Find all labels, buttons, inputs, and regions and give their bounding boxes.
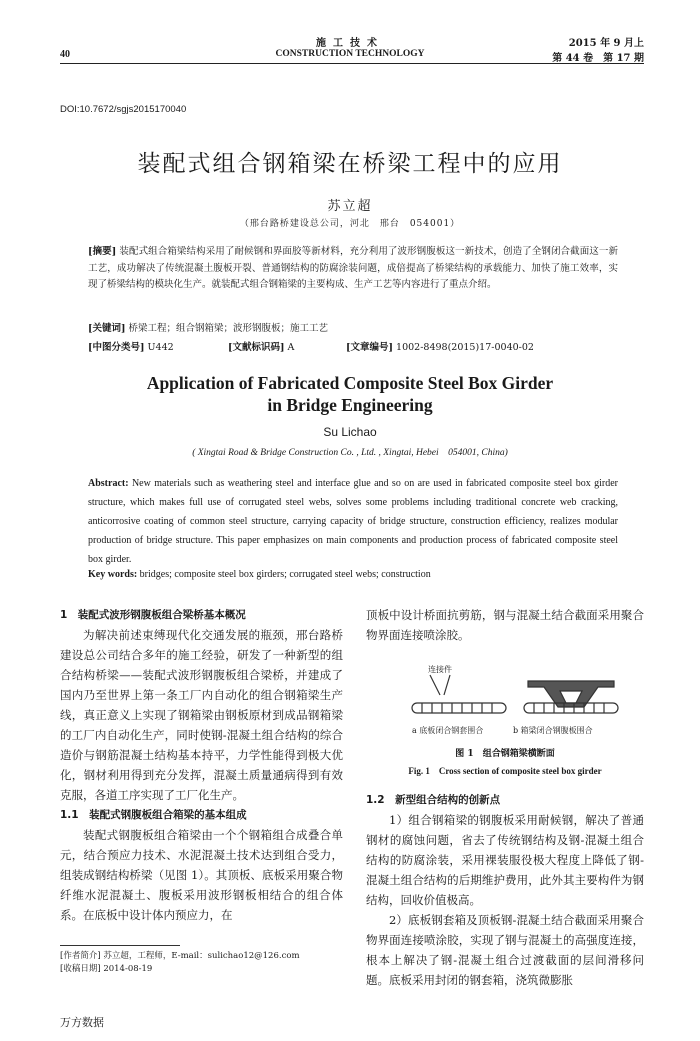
figure-label-b: b 箱梁闭合钢腹板围合 <box>513 726 593 735</box>
abstract-en-label: Abstract: <box>88 478 129 489</box>
section-1-2-heading: 1.2 新型组合结构的创新点 <box>366 794 501 806</box>
keywords-en-text: bridges; composite steel box girders; corrugated steel webs; construction <box>139 569 431 580</box>
section-1-heading: 1 装配式波形钢腹板组合梁桥基本概况 <box>60 609 246 621</box>
figure-label-connector: 连接件 <box>428 665 452 674</box>
figure-caption-en: Fig. 1 Cross section of composite steel box girder <box>408 766 602 776</box>
title-en-line1: Application of Fabricated Composite Steel Box Girder <box>146 373 554 393</box>
journal-name-cn: 施工技术 <box>316 38 384 49</box>
body-right-column-top <box>366 605 644 645</box>
author-en: Su Lichao <box>323 425 377 439</box>
classification-row <box>88 339 618 353</box>
figure-caption-cn: 图 1 组合钢箱梁横断面 <box>455 749 555 759</box>
keywords-cn <box>88 320 618 334</box>
journal-name-en: CONSTRUCTION TECHNOLOGY <box>275 49 425 59</box>
volume-issue: 第 44 卷 第 17 期 <box>552 53 644 64</box>
continued-paragraph: 顶板中设计桥面抗剪筋，钢与混凝土结合截面采用聚合物界面连接喷涂胶。 <box>366 608 644 642</box>
keywords-cn-text: 桥梁工程；组合钢箱梁；波形钢腹板；施工工艺 <box>128 323 329 334</box>
footnote <box>60 950 300 976</box>
keywords-en-label: Key words: <box>88 569 138 580</box>
clc-label: [中图分类号] <box>88 342 145 353</box>
issue-date: 2015 年 9 月上 <box>568 38 644 49</box>
section-1-paragraph: 为解决前述束缚现代化交通发展的瓶颈，邢台路桥建设总公司结合多年的施工经验，研发了一种新型的组合结构桥梁——装配式波形钢腹板组合梁桥，并建成了国内乃至世界上第一条工厂内自动化的组合钢箱梁生产线，真正意义上实现了钢箱梁由钢板原材到成品钢箱梁的工厂内自动化生产，同时使钢-混凝土组合结构的综合造价与钢筋混凝土结构基本持平，力学性能得到极大优化，钢材利用得到充分发挥，混凝土质量通病得到有效克服，各道工序实现了工厂化生产。 <box>60 628 343 802</box>
abstract-en <box>88 474 618 569</box>
bridge-cross-section-drawing <box>412 675 618 713</box>
innovation-point-2: 2）底板钢套箱及顶板钢-混凝土结合截面采用聚合物界面连接喷涂胶，实现了钢与混凝土的高强度连接，根本上解决了钢-混凝土组合过渡截面的层间滑移问题。底板采用封闭的钢套箱，浇筑微膨胀 <box>366 913 644 987</box>
keywords-en <box>88 569 618 580</box>
author-cn: 苏立超 <box>327 199 373 214</box>
article-no-label: [文章编号] <box>346 342 393 353</box>
doc-code-label: [文献标识码] <box>228 342 285 353</box>
abstract-en-text: New materials such as weathering steel and interface glue and so on are used in fabricated composite steel box girder structure, which makes full use of corrugated steel webs, solves some problems including traditional concrete web cracking, anticorrosive coating of common steel structure, carrying capacity of bridge structure, construction efficiency, realizes modular production of bridge structure. This paper emphasizes on main components and production process of fabricated composite steel box girder. <box>88 478 618 565</box>
received-date: [收稿日期] 2014-08-19 <box>60 964 153 974</box>
affiliation-en: ( Xingtai Road & Bridge Construction Co. , Ltd. , Xingtai, Hebei 054001, China) <box>192 448 508 458</box>
affiliation-cn: （邢台路桥建设总公司，河北 邢台 054001） <box>239 219 461 229</box>
page-number: 40 <box>60 49 70 60</box>
body-left-column <box>60 605 343 925</box>
abstract-cn-label: [摘要] <box>88 246 117 257</box>
innovation-point-1: 1）组合钢箱梁的钢腹板采用耐候钢，解决了普通钢材的腐蚀问题，省去了传统钢结构及钢-混凝土组合结构的防腐涂装，采用裸装服役极大程度上降低了钢-混凝土组合结构的后期维护费用，此外其主要构件为钢结构，回收价值极高。 <box>366 813 644 907</box>
footnote-rule <box>60 945 180 946</box>
title-en-line2: in Bridge Engineering <box>267 395 433 415</box>
author-intro: [作者简介] 苏立超，工程师，E-mail：sulichao12@126.com <box>60 951 300 961</box>
article-no-value: 1002-8498(2015)17-0040-02 <box>396 342 534 353</box>
header-rule <box>60 63 644 64</box>
title-cn: 装配式组合钢箱梁在桥梁工程中的应用 <box>137 151 563 177</box>
section-1-1-heading: 1.1 装配式钢腹板组合箱梁的基本组成 <box>60 809 247 821</box>
keywords-cn-label: [关键词] <box>88 323 126 334</box>
abstract-cn <box>88 244 618 294</box>
figure-label-a: a 底板闭合钢套围合 <box>412 726 484 735</box>
section-1-1-paragraph: 装配式钢腹板组合箱梁由一个个钢箱组合成叠合单元，结合预应力技术、水泥混凝土技术达到组合受力，组装成钢结构桥梁（见图 1）。其顶板、底板采用聚合物纤维水泥混凝土、腹板采用波形钢板相结合的组合体系。在底板中设计体内预应力，在 <box>60 828 343 922</box>
watermark: 万方数据 <box>60 1016 104 1029</box>
clc-value: U442 <box>147 342 174 353</box>
title-en <box>0 372 700 416</box>
abstract-cn-text: 装配式组合箱梁结构采用了耐候钢和界面胶等新材料，充分利用了波形钢腹板这一新技术，创造了全钢闭合截面这一新工艺，成功解决了传统混凝土腹板开裂、普通钢结构的防腐涂装问题，成倍提高了桥梁结构的承载能力、加快了施工效率，实现了桥梁结构的模块化生产。就装配式组合钢箱梁的主要构成、生产工艺等内容进行了重点介绍。 <box>88 246 618 290</box>
doc-code-value: A <box>287 342 295 353</box>
doi: DOI:10.7672/sgjs2015170040 <box>60 104 187 115</box>
body-right-column-bottom <box>366 790 644 990</box>
